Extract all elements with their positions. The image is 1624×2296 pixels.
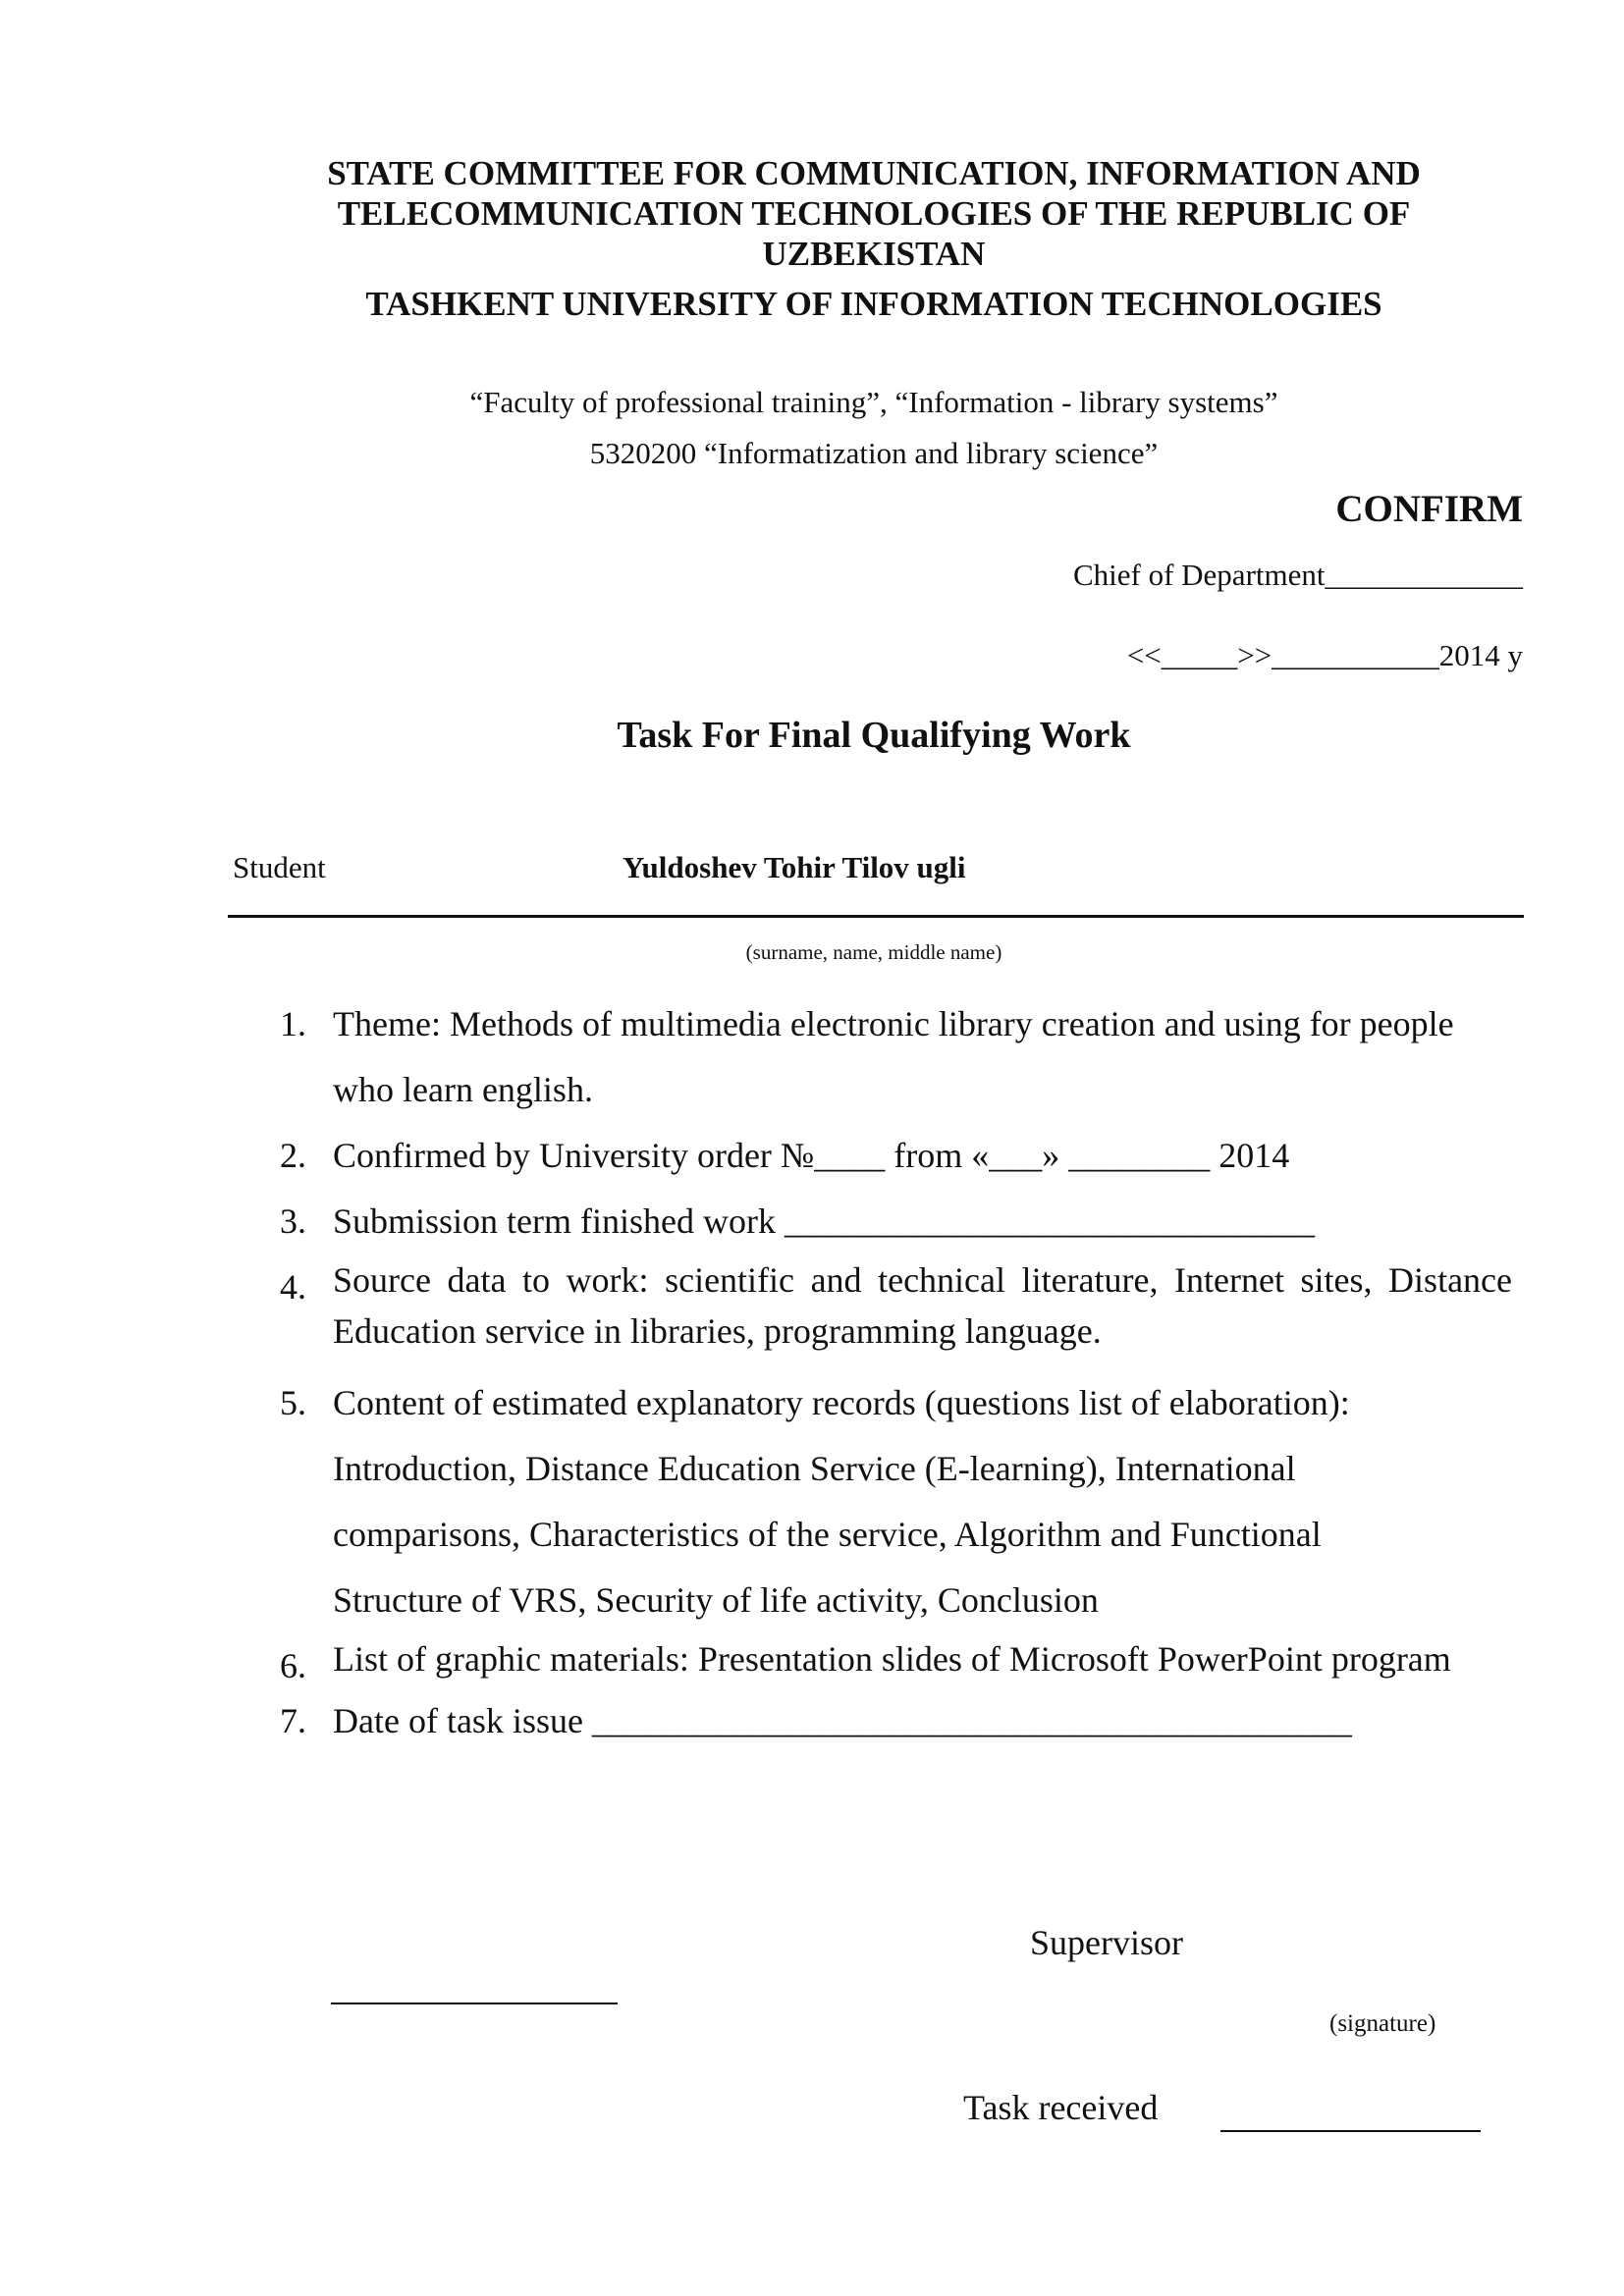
list-item [280,1255,1512,1357]
item-text: Date of task issue ___________________________________________ [333,1701,1352,1740]
signature-hint: (signature) [1329,2010,1436,2037]
item-number: 1. [280,1004,306,1043]
university-name: TASHKENT UNIVERSITY OF INFORMATION TECHNOLOGIES [365,285,1382,323]
task-received-label: Task received [963,2088,1159,2127]
document-title: Task For Final Qualifying Work [617,715,1131,756]
list-item [280,1370,1512,1633]
chief-of-department-line: Chief of Department_____________ [1072,558,1523,592]
item-number: 4. [280,1267,306,1307]
faculty-line: “Faculty of professional training”, “Information - library systems” [469,385,1278,419]
student-name: Yuldoshev Tohir Tilov ugli [623,850,966,884]
item-text: Content of estimated explanatory records (questions list of elaboration): Introduction, Distance Education Service (E-learning), International comparisons, Characteristics of the service, Algorithm and Functional Structure of VRS, Security of life activity, Conclusion [333,1383,1350,1620]
task-items-list [280,991,1512,1742]
specialty-line: 5320200 “Informatization and library science” [589,436,1159,470]
item-number: 2. [280,1136,306,1175]
item-number: 7. [280,1701,306,1740]
list-item [280,1123,1512,1189]
confirm-heading: CONFIRM [1335,488,1523,530]
student-underline [228,915,1524,918]
document-header [226,153,1522,324]
committee-name: STATE COMMITTEE FOR COMMUNICATION, INFORMATION AND TELECOMMUNICATION TECHNOLOGIES OF THE REPUBLIC OF UZBEKISTAN [327,154,1421,273]
item-number: 6. [280,1646,306,1685]
list-item [280,991,1512,1123]
supervisor-signature-line [331,2002,618,2004]
student-label: Student [233,850,326,884]
task-received-line [1220,2130,1481,2132]
item-number: 5. [280,1383,306,1422]
item-text: Confirmed by University order №____ from «___» ________ 2014 [333,1136,1290,1175]
list-item [280,1699,1512,1742]
item-text: List of graphic materials: Presentation slides of Microsoft PowerPoint program [333,1639,1451,1679]
supervisor-label: Supervisor [1030,1923,1183,1962]
item-text: Submission term finished work ______________________________ [333,1201,1315,1241]
list-item [280,1189,1512,1255]
approval-date-line: <<_____>>___________2014 y [1126,638,1523,672]
list-item [280,1633,1512,1699]
item-text: Theme: Methods of multimedia electronic library creation and using for people who learn english. [333,1004,1454,1109]
student-name-hint: (surname, name, middle name) [745,940,1002,964]
item-text: Source data to work: scientific and technical literature, Internet sites, Distance Education service in libraries, programming language. [333,1260,1512,1351]
item-number: 3. [280,1201,306,1241]
